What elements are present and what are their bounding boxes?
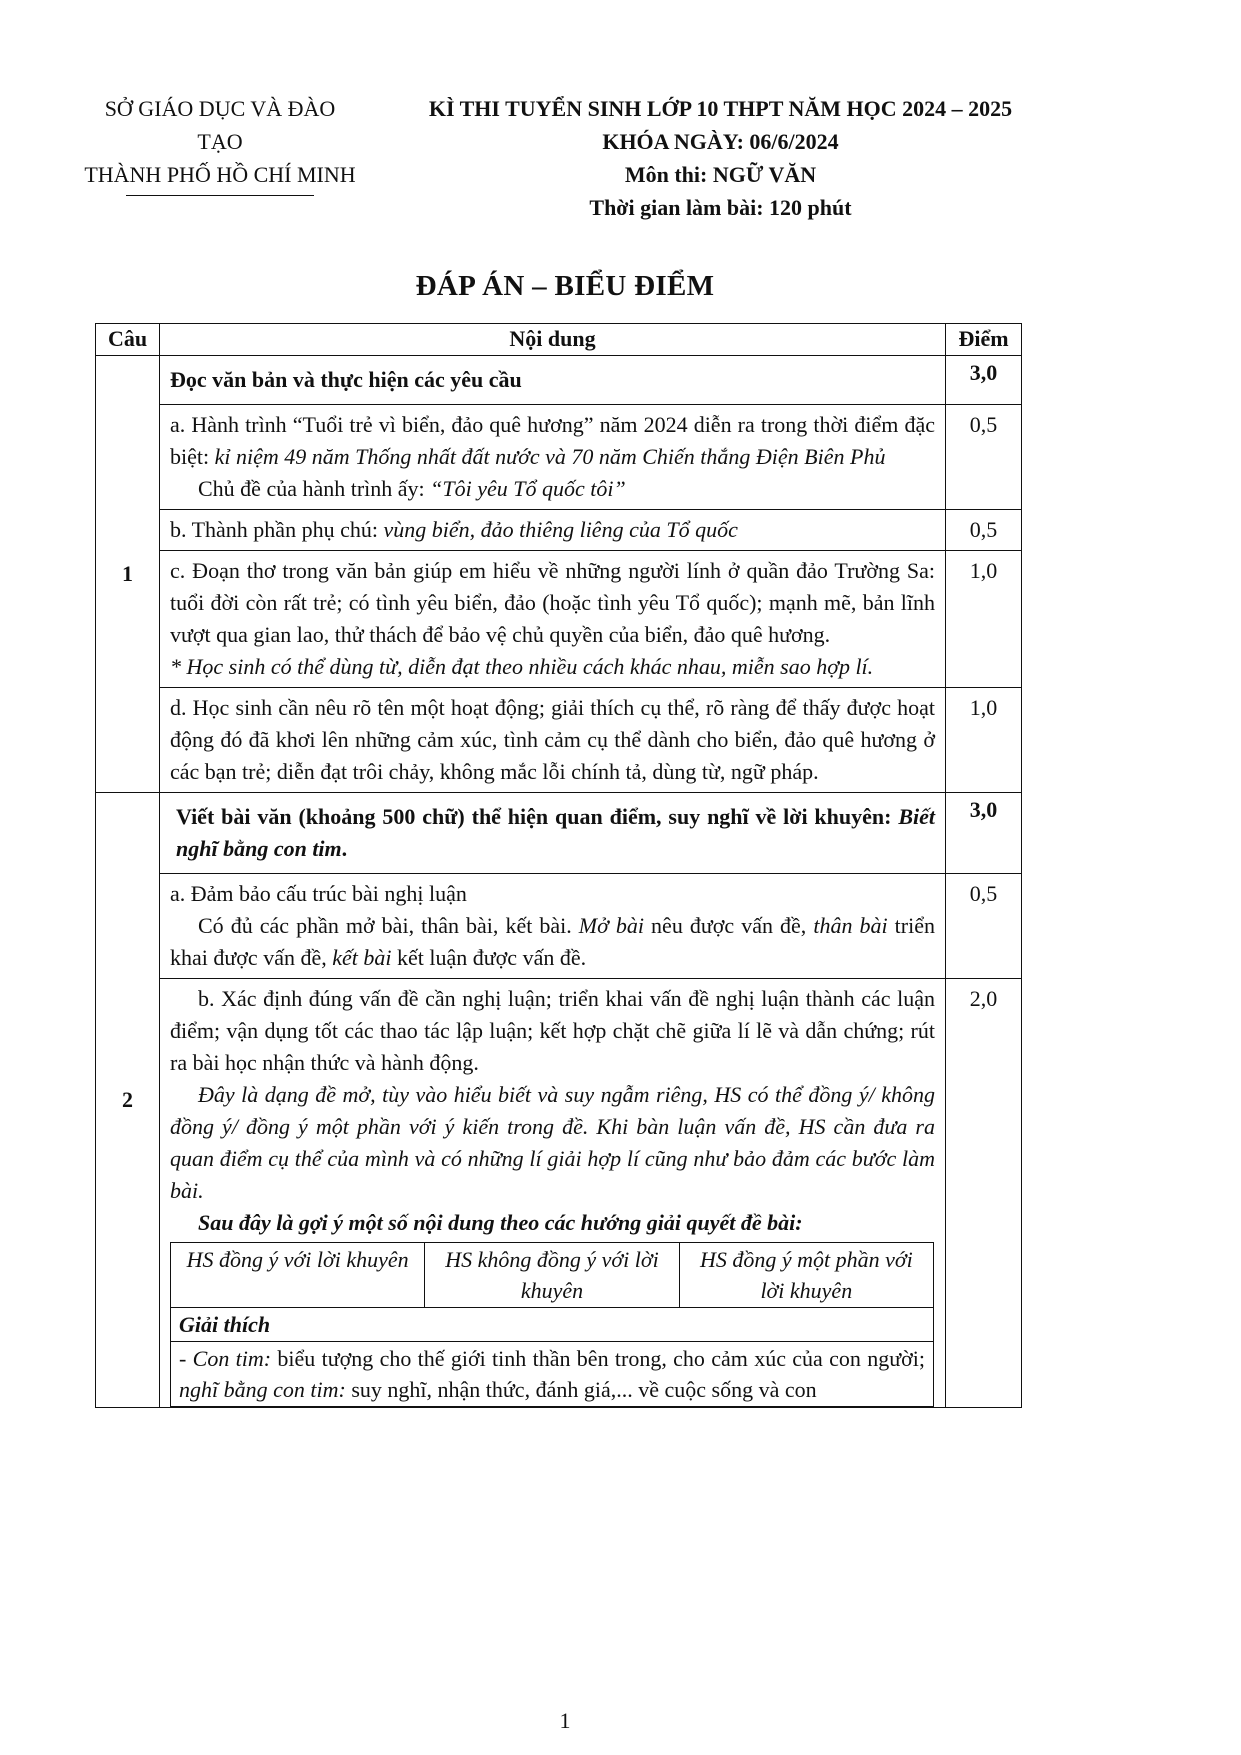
q2-a-italic-1: Mở bài [578, 913, 645, 938]
table-row [96, 551, 1022, 688]
exam-info [418, 92, 1023, 224]
table-row [96, 979, 1022, 1408]
question-number: 1 [96, 356, 160, 793]
q1-part-c [160, 551, 946, 688]
viewpoint-partial: HS đồng ý một phần với lời khuyên [679, 1243, 933, 1308]
table-header-row [96, 324, 1022, 356]
q2-a-italic-3: kết bài [332, 945, 392, 970]
table-row [96, 405, 1022, 510]
col-header-question: Câu [96, 324, 160, 356]
q2-part-b [160, 979, 946, 1408]
q1-part-b [160, 510, 946, 551]
table-row [171, 1308, 934, 1342]
page-number: 1 [559, 1708, 571, 1733]
q1-c-score: 1,0 [946, 551, 1022, 688]
q1-heading-score: 3,0 [946, 356, 1022, 405]
q2-heading-end: . [341, 836, 348, 861]
q2-a-text-3: triển khai được vấn đề, [170, 913, 935, 970]
q2-b-italic: Đây là dạng đề mở, tùy vào hiểu biết và suy ngẫm riêng, HS có thể đồng ý/ không đồng ý/ đồng ý một phần với ý kiến trong đề. Khi bàn luận vấn đề, HS cần đưa ra quan điểm cụ thể của mình và có những lí giải hợp lí cũng như bảo đảm các bước làm bài. [170, 1082, 935, 1203]
col-header-score: Điểm [946, 324, 1022, 356]
q1-heading: Đọc văn bản và thực hiện các yêu cầu [160, 356, 946, 405]
q2-a-text-4: kết luận được vấn đề. [391, 945, 587, 970]
q2-a-text-2: nêu được vấn đề, [644, 913, 814, 938]
q1-part-d: d. Học sinh cần nêu rõ tên một hoạt động; giải thích cụ thể, rõ ràng để thấy được hoạt động đó đã khơi lên những cảm xúc, tình cảm cụ thể dành cho biển, đảo quê hương ở các bạn trẻ; diễn đạt trôi chảy, không mắc lỗi chính tả, dùng từ, ngữ pháp. [160, 688, 946, 793]
explanation-text [171, 1342, 934, 1407]
q1-b-score: 0,5 [946, 510, 1022, 551]
viewpoint-header-row [171, 1243, 934, 1308]
q1-a-text: a. Hành trình “Tuổi trẻ vì biển, đảo quê hương” năm 2024 diễn ra trong thời điểm đặc biệt: [170, 412, 935, 469]
q2-a-score: 0,5 [946, 874, 1022, 979]
table-row [96, 510, 1022, 551]
q2-a-italic-2: thân bài [813, 913, 888, 938]
exam-duration: Thời gian làm bài: 120 phút [589, 195, 852, 220]
answer-key-table [95, 323, 1022, 1408]
viewpoint-disagree: HS không đồng ý với lời khuyên [425, 1243, 679, 1308]
q1-a-theme-quote: “Tôi yêu Tổ quốc tôi” [430, 476, 626, 501]
q2-part-a [160, 874, 946, 979]
explanation-text-1: biểu tượng cho thế giới tinh thần bên trong, cho cảm xúc của con người; [271, 1346, 925, 1371]
q2-heading-score: 3,0 [946, 793, 1022, 874]
q1-a-theme-label: Chủ đề của hành trình ấy: [198, 476, 431, 501]
viewpoint-agree: HS đồng ý với lời khuyên [171, 1243, 425, 1308]
table-row [96, 793, 1022, 874]
header-underline [126, 195, 314, 196]
section-explanation: Giải thích [171, 1308, 934, 1342]
q1-c-text: c. Đoạn thơ trong văn bản giúp em hiểu về những người lính ở quần đảo Trường Sa: tuổi đời còn rất trẻ; có tình yêu biển, đảo (hoặc tình yêu Tổ quốc); mạnh mẽ, bản lĩnh vượt qua gian lao, thử thách để bảo vệ chủ quyền của biển, đảo quê hương. [170, 558, 935, 647]
table-row [96, 874, 1022, 979]
explanation-italic-2: nghĩ bằng con tim: [179, 1377, 346, 1402]
document-title: ĐÁP ÁN – BIỂU ĐIỂM [415, 270, 715, 302]
exam-title: KÌ THI TUYỂN SINH LỚP 10 THPT NĂM HỌC 2024 – 2025 [428, 96, 1013, 121]
issuing-authority [80, 92, 360, 196]
table-row [96, 356, 1022, 405]
table-row [96, 688, 1022, 793]
q1-b-italic: vùng biển, đảo thiêng liêng của Tổ quốc [383, 517, 738, 542]
q2-b-score: 2,0 [946, 979, 1022, 1408]
col-header-content: Nội dung [160, 324, 946, 356]
q1-a-italic: kỉ niệm 49 năm Thống nhất đất nước và 70 năm Chiến thắng Điện Biên Phủ [214, 444, 886, 469]
q1-part-a [160, 405, 946, 510]
table-row [171, 1342, 934, 1407]
q2-heading-text: Viết bài văn (khoảng 500 chữ) thể hiện quan điểm, suy nghĩ về lời khuyên: [176, 804, 892, 829]
q2-a-title: a. Đảm bảo cấu trúc bài nghị luận [170, 881, 467, 906]
q2-heading [160, 793, 946, 874]
exam-date: KHÓA NGÀY: 06/6/2024 [602, 129, 839, 154]
q2-heading-quote: Biết nghĩ bằng con tim [176, 804, 935, 861]
city-name: THÀNH PHỐ HỒ CHÍ MINH [84, 162, 356, 187]
department-name: SỞ GIÁO DỤC VÀ ĐÀO TẠO [104, 96, 336, 154]
viewpoint-table [170, 1242, 934, 1407]
exam-subject: Môn thi: NGỮ VĂN [624, 162, 817, 187]
q2-a-text-1: Có đủ các phần mở bài, thân bài, kết bài. [198, 913, 579, 938]
q2-b-text: b. Xác định đúng vấn đề cần nghị luận; triển khai vấn đề nghị luận thành các luận điểm; vận dụng tốt các thao tác lập luận; kết hợp chặt chẽ giữa lí lẽ và dẫn chứng; rút ra bài học nhận thức và hành động. [170, 986, 935, 1075]
q1-d-score: 1,0 [946, 688, 1022, 793]
q1-c-note: * Học sinh có thể dùng từ, diễn đạt theo nhiều cách khác nhau, miễn sao hợp lí. [170, 654, 874, 679]
explanation-italic-1: - Con tim: [179, 1346, 272, 1371]
explanation-text-2: suy nghĩ, nhận thức, đánh giá,... về cuộc sống và con [345, 1377, 817, 1402]
q1-a-score: 0,5 [946, 405, 1022, 510]
question-number: 2 [96, 793, 160, 1408]
q1-b-text: b. Thành phần phụ chú: [170, 517, 384, 542]
q2-b-suggestion: Sau đây là gợi ý một số nội dung theo các hướng giải quyết đề bài: [198, 1210, 803, 1235]
